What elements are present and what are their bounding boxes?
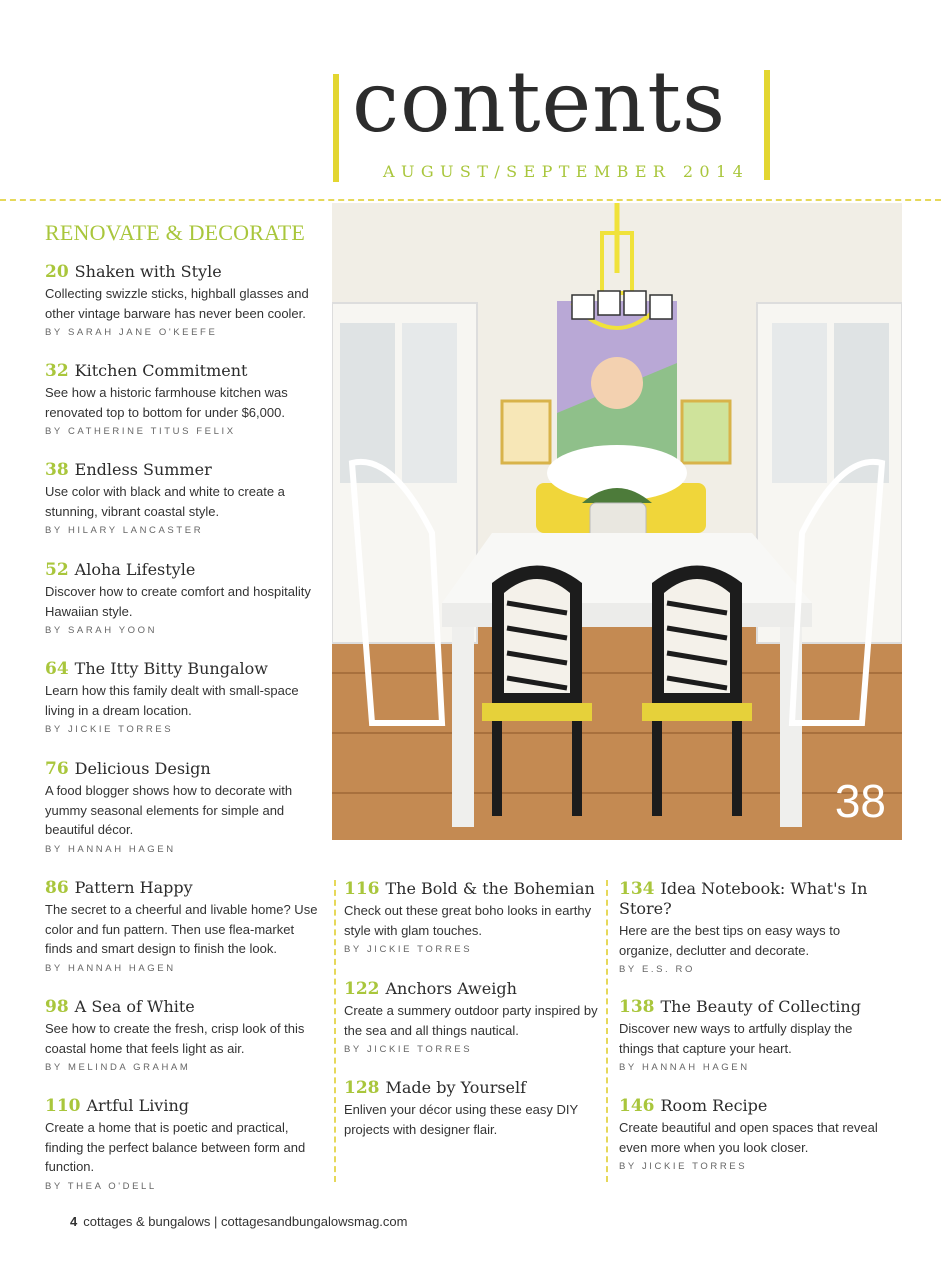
article-entry[interactable] (344, 1078, 602, 1139)
issue-date: AUGUST/SEPTEMBER 2014 (383, 162, 750, 181)
page-footer (70, 1214, 407, 1229)
article-page-number: 52 (45, 560, 69, 580)
column-divider (334, 880, 336, 1182)
article-title[interactable]: The Beauty of Collecting (660, 997, 861, 1016)
article-byline: BY JICKIE TORRES (344, 1044, 473, 1055)
article-entry[interactable] (45, 659, 325, 735)
article-byline: BY HANNAH HAGEN (45, 843, 176, 855)
article-title[interactable]: Delicious Design (74, 759, 211, 778)
article-page-number: 134 (619, 879, 655, 899)
article-page-number: 98 (45, 997, 69, 1017)
photo-page-label: 38 (834, 775, 886, 827)
article-byline: BY CATHERINE TITUS FELIX (45, 426, 236, 437)
article-description: The secret to a cheerful and livable home? Use color and fun pattern. Then use flea-market finds and smart design to finish the look. (45, 902, 318, 956)
article-entry[interactable] (45, 1096, 325, 1192)
article-byline: BY HANNAH HAGEN (619, 1062, 750, 1073)
header-accent-bar-left (333, 74, 339, 182)
header-accent-bar-right (764, 70, 770, 180)
article-entry[interactable] (344, 879, 602, 955)
section-title: RENOVATE & DECORATE (45, 220, 306, 245)
article-page-number: 64 (45, 659, 69, 679)
article-title[interactable]: Pattern Happy (74, 878, 193, 897)
article-entry[interactable] (45, 460, 325, 536)
article-entry[interactable] (619, 1096, 881, 1172)
article-description: Collecting swizzle sticks, highball glasses and other vintage barware has never been cooler. (45, 286, 309, 321)
feature-photo[interactable] (332, 203, 902, 840)
article-byline: BY E.S. RO (619, 964, 695, 975)
article-entry[interactable] (45, 878, 325, 974)
page-title: contents (352, 53, 727, 151)
article-byline: BY JICKIE TORRES (45, 724, 174, 735)
article-entry[interactable] (45, 560, 325, 636)
article-description: Create a summery outdoor party inspired by the sea and all things nautical. (344, 1003, 598, 1038)
article-page-number: 116 (344, 879, 380, 899)
article-entry[interactable] (619, 997, 881, 1073)
column-divider (606, 880, 608, 1182)
article-entry[interactable] (619, 879, 881, 975)
article-byline: BY SARAH YOON (45, 625, 158, 636)
article-title[interactable]: Made by Yourself (385, 1078, 527, 1097)
article-description: Create beautiful and open spaces that reveal even more when you look closer. (619, 1120, 878, 1155)
article-description: Create a home that is poetic and practical, finding the perfect balance between form and function. (45, 1120, 306, 1174)
article-description: A food blogger shows how to decorate with yummy seasonal elements for simple and beautiful décor. (45, 783, 293, 837)
article-byline: BY JICKIE TORRES (344, 944, 473, 955)
article-page-number: 110 (45, 1096, 81, 1116)
article-byline: BY HILARY LANCASTER (45, 525, 204, 536)
article-byline: BY HANNAH HAGEN (45, 962, 176, 974)
article-byline: BY THEA O'DELL (45, 1180, 157, 1192)
article-byline: BY MELINDA GRAHAM (45, 1062, 191, 1073)
article-title[interactable]: Kitchen Commitment (74, 361, 248, 380)
article-title[interactable]: Room Recipe (660, 1096, 768, 1115)
footer-text: cottages & bungalows | cottagesandbungalowsmag.com (83, 1214, 408, 1229)
article-page-number: 76 (45, 759, 69, 779)
article-page-number: 20 (45, 262, 69, 282)
article-description: Learn how this family dealt with small-space living in a dream location. (45, 683, 299, 718)
article-page-number: 138 (619, 997, 655, 1017)
article-byline: BY SARAH JANE O'KEEFE (45, 327, 218, 338)
article-description: See how a historic farmhouse kitchen was renovated top to bottom for under $6,000. (45, 385, 288, 420)
article-page-number: 146 (619, 1096, 655, 1116)
article-title[interactable]: Idea Notebook: What's In Store? (619, 879, 868, 918)
article-entry[interactable] (45, 262, 325, 338)
article-page-number: 86 (45, 878, 69, 898)
article-page-number: 128 (344, 1078, 380, 1098)
article-title[interactable]: The Itty Bitty Bungalow (74, 659, 268, 678)
article-entry[interactable] (45, 759, 325, 855)
article-description: Enliven your décor using these easy DIY projects with designer flair. (344, 1102, 578, 1137)
article-description: Check out these great boho looks in earthy style with glam touches. (344, 903, 592, 938)
article-page-number: 38 (45, 460, 69, 480)
article-title[interactable]: Shaken with Style (74, 262, 222, 281)
article-description: Here are the best tips on easy ways to organize, declutter and decorate. (619, 923, 841, 958)
article-description: Use color with black and white to create a stunning, vibrant coastal style. (45, 484, 285, 519)
article-description: See how to create the fresh, crisp look of this coastal home that feels light as air. (45, 1021, 305, 1056)
footer-page-number: 4 (70, 1214, 78, 1229)
article-title[interactable]: The Bold & the Bohemian (385, 879, 595, 898)
article-entry[interactable] (45, 997, 325, 1073)
article-title[interactable]: Aloha Lifestyle (74, 560, 196, 579)
article-description: Discover new ways to artfully display the things that capture your heart. (619, 1021, 853, 1056)
article-page-number: 122 (344, 979, 380, 999)
header-divider (0, 199, 941, 201)
article-title[interactable]: Artful Living (86, 1096, 190, 1115)
article-byline: BY JICKIE TORRES (619, 1161, 748, 1172)
article-entry[interactable] (45, 361, 325, 437)
article-entry[interactable] (344, 979, 602, 1055)
article-page-number: 32 (45, 361, 69, 381)
dining-room-illustration (332, 203, 902, 840)
article-description: Discover how to create comfort and hospitality Hawaiian style. (45, 584, 311, 619)
article-title[interactable]: Endless Summer (74, 460, 212, 479)
article-title[interactable]: A Sea of White (74, 997, 195, 1016)
article-title[interactable]: Anchors Aweigh (385, 979, 517, 998)
